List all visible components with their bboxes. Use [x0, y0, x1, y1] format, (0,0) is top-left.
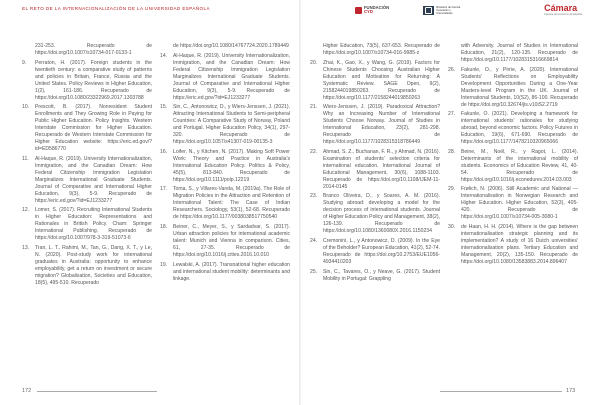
reference-text: 231-253. Recuperado de https://doi.org/10.1007/s10734-017-0133-1	[35, 43, 152, 56]
reference-number: 27.	[448, 111, 456, 118]
reference-number: 14.	[160, 52, 168, 59]
footer-rule-right	[440, 391, 562, 392]
reference-number: 20.	[310, 59, 318, 66]
reference-entry	[448, 67, 578, 109]
reference-entry	[22, 207, 152, 242]
reference-text: Cremonini, L., y Antonowicz, D. (2009). In the Eye of the Beholder? European Education, 41(2), 52-74. Recuperado de https://doi.org/10.2753/EUE1056-4934410203	[323, 237, 440, 265]
reference-entry	[160, 262, 290, 283]
fundacion-logo-line1: FUNDACIÓN	[364, 4, 390, 10]
references-column-4	[448, 43, 578, 269]
reference-text: Sin, C., Antonowicz, D., y Wiers-Jenssen, J. (2021). Attracting International Students to Semi-peripheral Countries: A Comparative Study of Norway, Poland and Portugal. Higher Education Policy, 34(1), 297-320. Recuperado de https://doi.org/10.1057/s41307-019-00135-3	[173, 104, 290, 146]
reference-number: 21.	[310, 104, 318, 111]
reference-number: 18.	[160, 223, 168, 230]
reference-entry	[22, 104, 152, 153]
references-column-1	[22, 43, 152, 290]
reference-number: 16.	[160, 148, 168, 155]
reference-number: 9.	[22, 59, 27, 66]
reference-entry	[160, 43, 290, 50]
reference-number: 22.	[310, 148, 318, 155]
reference-entry	[448, 149, 578, 184]
reference-text: Prescott, B. (2017). Nonresident Student Enrollments and They Growing Role in Paying for Public Higher Education. Policy Insights. Western Interstate Commission for Higher Education. Recuperado de Western Interstate Commission for Higher Education website: https://eric.ed.gov/?id=ED586770	[35, 104, 152, 153]
reference-entry	[160, 224, 290, 259]
reference-text: Fakunle, O., y Pirrie, A. (2020). International Students' Reflections on Employability Development Opportunities During a One-Year Masters-level Program in the UK. Journal of International Students, 10(S2), 86-100. Recuperado de https://doi.org/10.32674/jis.v10iS2.2719	[461, 66, 578, 108]
reference-text: Frølich, N. (2006). Still Academic and National — Internationalisation in Norwegian Research and Higher Education. Higher Education, 52(3), 405-420. Recuperado de https://doi.org/10.1007/s10734-005-3080-1	[461, 186, 578, 221]
reference-text: Wiers-Jenssen, J. (2019). Paradoxical Attraction? Why an Increasing Number of International Students Choose Norway. Journal of Studies in International Education, 23(2), 281-298. Recuperado de https://doi.org/10.1177/1028315318786449	[323, 104, 440, 146]
reference-text: Loifer, N., y Kitchen, N. (2017). Making Soft Power Work: Theory and Practice in Australia's International Education Policy. Politics & Policy, 45(5), 813-840. Recuperado de https://doi.org/10.1111/polp.12219	[173, 148, 290, 183]
page-number-right: 173	[566, 388, 576, 394]
reference-entry	[310, 60, 440, 102]
reference-entry	[160, 186, 290, 221]
reference-entry	[448, 224, 578, 266]
reference-entry	[22, 43, 152, 57]
footer-rule-left	[37, 391, 157, 392]
reference-entry	[160, 104, 290, 146]
reference-entry	[160, 53, 290, 102]
reference-number: 17.	[160, 186, 168, 193]
header-logos	[355, 3, 582, 17]
camara-logo-sub: Cámara de Comercio de España	[544, 13, 582, 16]
reference-entry	[310, 238, 440, 266]
camara-logo-name: Cámara	[544, 3, 578, 13]
reference-number: 13.	[22, 244, 30, 251]
reference-number: 19.	[160, 261, 168, 268]
ministerio-logo	[423, 6, 462, 15]
reference-number: 11.	[22, 155, 29, 162]
reference-text: Al-Haque, R. (2019). University Internationalization, Immigration, and the Canadian Dream: How Federal Citizenship Immigration Legislation Marginalizes International Graduate Students. Journal of Comparative and International Higher Education, 9(3), 5-9. Recuperado de https://eric.ed.gov/?id=EJ1233277	[35, 155, 152, 204]
ministerio-crest-icon	[423, 6, 434, 15]
reference-number: 12.	[22, 207, 30, 214]
reference-entry	[310, 269, 440, 283]
reference-text: Zhai, K., Gao, X., y Wang, G. (2019). Factors for Chinese Students Choosing Australian Higher Education and Motivation for Returning: A Systematic Review. SAGE Open, 9(2), 2158244019850263. Recuperado de https://doi.org/10.1177/2158244019850263	[323, 59, 440, 101]
reference-text: Beiner, C., Meyer, S., y Sardadvar, S. (2017). Urban attraction policies for international academic talent: Munich and Vienna in comparison. Cities, 61, 27-35. Recuperado de https://doi.org/10.1016/j.cities.2016.10.010	[173, 223, 290, 258]
references-column-3	[310, 43, 440, 285]
reference-text: Al-Haque, R. (2019). University Internationalization, Immigration, and the Canadian Dream: How Federal Citizenship Immigration Legislation Marginalizes International Graduate Students. Journal of Comparative and International Higher Education, 9(3), 5-9. Recuperado de https://eric.ed.gov/?id=EJ1233277	[173, 52, 290, 101]
reference-number: 24.	[310, 237, 318, 244]
fundacion-logo-line2: CYD	[364, 9, 373, 14]
reference-entry	[310, 149, 440, 191]
reference-text: with Adversity. Journal of Studies in International Education, 21(2), 120-135. Recuperado de https://doi.org/10.1177/1028315316669814	[461, 43, 578, 63]
reference-text: Branco Oliveira, D., y Soares, A. M. (2016). Studying abroad: developing a model for the decision process of international students. Journal of Higher Education Policy and Management, 38(2), 126-139. Recuperado de https://doi.org/10.1080/1360080X.2016.1150234	[323, 193, 440, 235]
reference-text: Ahmad, S. Z., Buchanan, F. R., y Ahmad, N. (2016). Examination of students' selection criteria for international education. International Journal of Educational Management, 30(6), 1088-1103. Recuperado de https://doi.org/10.1108/IJEM-11-2014-0145	[323, 148, 440, 190]
reference-text: Toma, S., y Villares-Varela, M. (2019a). The Role of Migration Policies in the Attraction and Retention of International Talent: The Case of Indian Researchers. Sociology, 53(1), 52-68. Recuperado de https://doi.org/10.1177/0038038517750540	[173, 186, 290, 221]
reference-text: Sin, C., Tavares, O., y Neave, G. (2017). Student Mobility in Portugal: Grappling	[323, 268, 440, 282]
reference-text: de Haan, H. H. (2014). Where is the gap between internationalisation strategic planning and its implementation? A study of 16 Dutch universities' internationalisation plans. Tertiary Education and Management, 20(2), 135-150. Recuperado de https://doi.org/10.1080/13583883.2014.896407	[461, 223, 578, 265]
reference-entry	[22, 156, 152, 205]
reference-number: 28.	[448, 148, 456, 155]
page-number-left: 172	[22, 388, 32, 394]
camara-logo	[544, 4, 582, 16]
reference-text: Perraton, H. (2017). Foreign students in the twentieth century: a comparative study of patterns and policies in Britain, France, Russia and the United States. Policy Reviews in Higher Education, 1(2), 161-186. Recuperado de https://doi.org/10.1080/23322969.2017.1303788	[35, 59, 152, 101]
reference-text: de https://doi.org/10.1080/14767724.2020.1789449	[173, 43, 289, 49]
reference-number: 30.	[448, 223, 456, 230]
reference-entry	[310, 43, 440, 57]
reference-entry	[448, 43, 578, 64]
reference-number: 15.	[160, 104, 168, 111]
reference-text: Higher Education, 73(5), 637-653. Recuperado de https://doi.org/10.1007/s10734-016-9985-z	[323, 43, 440, 56]
reference-entry	[448, 186, 578, 221]
reference-number: 23.	[310, 193, 318, 200]
reference-number: 25.	[310, 268, 318, 275]
fundacion-cyd-logo	[355, 6, 389, 15]
reference-number: 29.	[448, 186, 456, 193]
reference-entry	[448, 111, 578, 146]
fundacion-mark-icon	[355, 7, 362, 14]
reference-text: Tran, L. T., Rahimi, M., Tan, G., Dang, X. T., y Le, N. (2020). Post-study work for international graduates in Australia: opportunity to enhance employability, get a return on investment or secure migration? Globalisation, Societies and Education, 18(5), 495-510. Recuperado	[35, 244, 152, 286]
reference-text: Beine, M., Noël, R., y Ragot, L. (2014). Determinants of the international mobility of students. Economics of Education Review, 41, 40-54. Recuperado de https://doi.org/10.1016/j.econedurev.2014.03.003	[461, 148, 578, 183]
reference-entry	[22, 60, 152, 102]
references-column-2	[160, 43, 290, 285]
reference-entry	[22, 245, 152, 287]
reference-entry	[310, 193, 440, 235]
reference-text: Lomer, S. (2017). Recruiting International Students in Higher Education: Representations and Rationales in British Policy. Cham: Springer International Publishing. Recuperado de https://doi.org/10.1007/978-3-319-51073-6	[35, 207, 152, 242]
reference-text: Fakunle, O. (2021). Developing a framework for international students' rationales for studying abroad, beyond economic factors. Policy Futures in Education, 19(6), 671-690. Recuperado de https://doi.org/10.1177/1478210320965066	[461, 111, 578, 146]
page-gutter	[299, 0, 301, 405]
reference-entry	[160, 149, 290, 184]
reference-number: 26.	[448, 66, 456, 73]
reference-number: 10.	[22, 104, 30, 111]
running-header-title: EL RETO DE LA INTERNACIONALIZACIÓN DE LA UNIVERSIDAD ESPAÑOLA	[22, 6, 210, 11]
reference-text: Lewalski, A. (2017). Transnational higher education and international student mobility: determinants and linkage.	[173, 261, 290, 282]
ministerio-logo-text: Ministerio de Ciencia, Innovación y Universidades	[436, 5, 461, 15]
reference-entry	[310, 104, 440, 146]
